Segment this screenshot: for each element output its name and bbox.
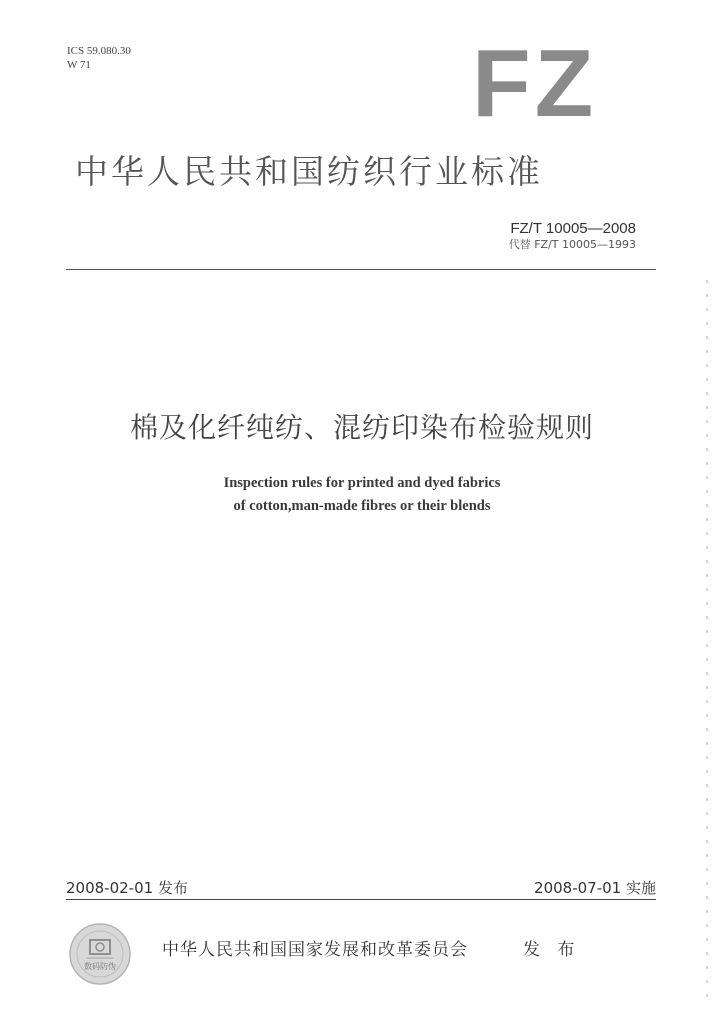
seal-stamp-icon [68, 922, 132, 986]
ics-block [67, 44, 131, 72]
scan-edge-marks [706, 280, 708, 1000]
chinese-title: 棉及化纤纯纺、混纺印染布检验规则 [129, 411, 594, 444]
issue-label: 发 布 [523, 940, 581, 960]
standard-number: FZ/T 10005—2008 [510, 220, 636, 237]
english-title [0, 472, 724, 518]
replaces-standard: 代替 FZ/T 10005—1993 [508, 238, 636, 251]
standard-number-block [509, 220, 636, 252]
ics-code: ICS 59.080.30 [67, 45, 131, 57]
standard-category-title: 中华人民共和国纺织行业标准 [75, 152, 543, 191]
english-title-line2: of cotton,man-made fibres or their blends [233, 498, 491, 514]
fz-logo: FZ [472, 30, 598, 137]
top-divider [66, 269, 656, 270]
bottom-divider [66, 899, 656, 900]
release-date: 2008-02-01 发布 [66, 879, 188, 897]
classification-code: W 71 [67, 59, 91, 71]
seal-text: 数码防伪 [84, 962, 116, 971]
issuing-authority: 中华人民共和国国家发展和改革委员会 [162, 940, 468, 960]
implement-date: 2008-07-01 实施 [534, 879, 656, 897]
english-title-line1: Inspection rules for printed and dyed fabrics [223, 475, 501, 491]
